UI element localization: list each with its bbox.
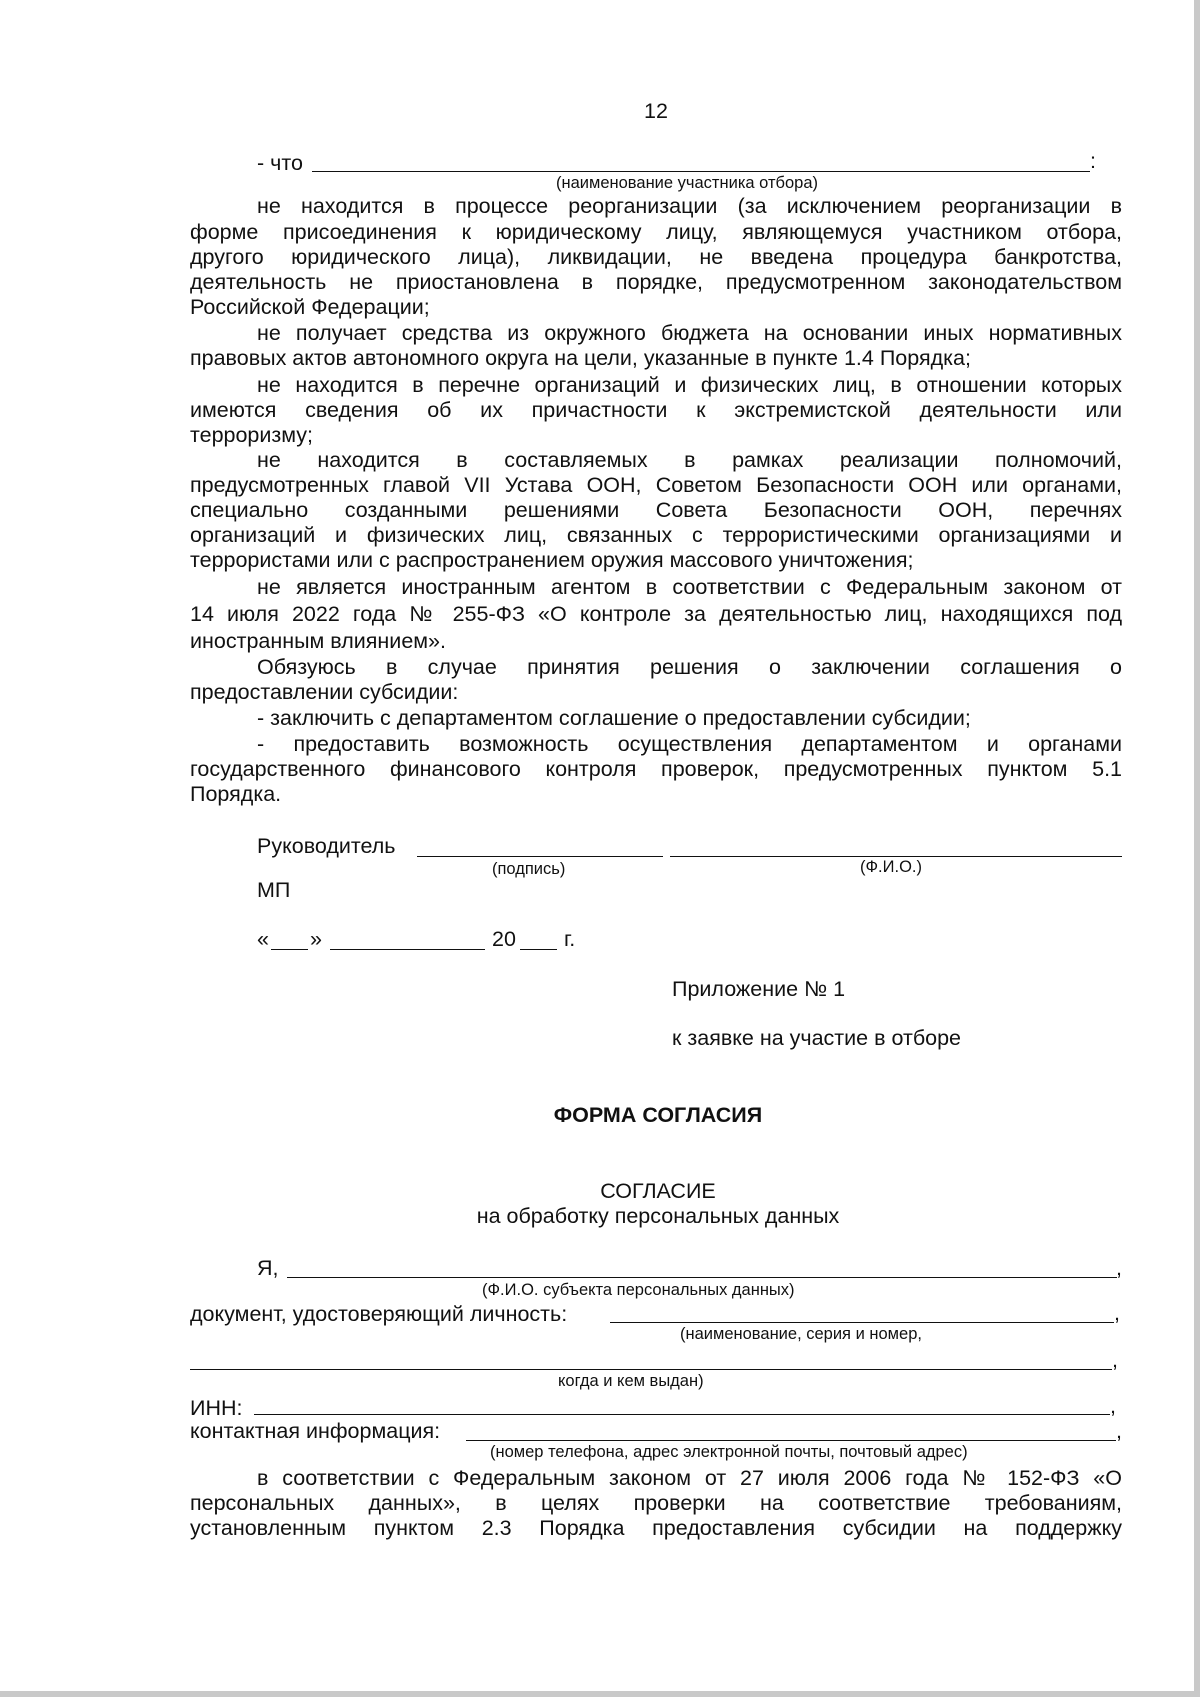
declaration-line: 14 июля 2022 года № 255-ФЗ «О контроле за деятельностью лиц, находящихся под	[190, 602, 1122, 626]
inn-line	[254, 1414, 1110, 1415]
declaration-line: террористами или с распространением оружия массового уничтожения;	[190, 548, 914, 572]
page-number: 12	[644, 99, 668, 123]
date-month-line	[330, 949, 485, 950]
declaration-line: организаций и физических лиц, связанных с террористическими организациями и	[190, 523, 1122, 547]
year-suffix: г.	[564, 927, 576, 951]
participant-line-colon: :	[1090, 149, 1096, 173]
consent-body-line: персональных данных», в целях проверки на соответствие требованиям,	[190, 1491, 1122, 1515]
date-close-quote: »	[310, 927, 322, 951]
id-document-caption: (наименование, серия и номер,	[680, 1325, 922, 1343]
declaration-line: - предоставить возможность осуществления департаментом и органами	[257, 732, 1122, 756]
inn-label: ИНН:	[190, 1396, 243, 1420]
declaration-line: Обязуюсь в случае принятия решения о заключении соглашения о	[257, 655, 1122, 679]
date-year-line	[520, 949, 557, 950]
id-document-line	[610, 1322, 1114, 1323]
declaration-line: Порядка.	[190, 782, 282, 806]
declaration-line: не находится в перечне организаций и физических лиц, в отношении которых	[257, 373, 1122, 397]
declaration-line: - заключить с департаментом соглашение о предоставлении субсидии;	[257, 706, 971, 730]
date-day-line	[271, 949, 308, 950]
participant-name-line	[312, 171, 1090, 172]
declaration-line: терроризму;	[190, 423, 314, 447]
participant-caption: (наименование участника отбора)	[556, 174, 819, 192]
id-issued-line	[190, 1369, 1112, 1370]
declaration-line: другого юридического лица), ликвидации, не введена процедура банкротства,	[190, 245, 1122, 269]
declaration-line: не является иностранным агентом в соответствии с Федеральным законом от	[257, 575, 1122, 599]
date-open-quote: «	[257, 927, 269, 951]
form-title: СОГЛАСИЕ	[600, 1179, 716, 1203]
consent-body-line: установленным пунктом 2.3 Порядка предоставления субсидии на поддержку	[190, 1516, 1122, 1540]
contact-line	[466, 1440, 1116, 1441]
year-prefix: 20	[492, 927, 516, 951]
contact-line-comma: ,	[1116, 1419, 1122, 1443]
id-document-label: документ, удостоверяющий личность:	[190, 1302, 568, 1326]
form-subtitle: на обработку персональных данных	[476, 1204, 840, 1228]
subject-label: Я,	[257, 1256, 279, 1280]
declaration-line: не находится в составляемых в рамках реализации полномочий,	[257, 448, 1122, 472]
declaration-line: не получает средства из окружного бюджета на основании иных нормативных	[257, 321, 1122, 345]
contact-caption: (номер телефона, адрес электронной почты, почтовый адрес)	[490, 1443, 968, 1461]
declaration-line: специально созданными решениями Совета Безопасности ООН, перечнях	[190, 498, 1122, 522]
appendix-title: Приложение № 1	[672, 977, 846, 1001]
head-name-caption: (Ф.И.О.)	[860, 858, 922, 876]
declaration-line: государственного финансового контроля проверок, предусмотренных пунктом 5.1	[190, 757, 1122, 781]
subject-name-line	[287, 1277, 1117, 1278]
declaration-line: предоставлении субсидии:	[190, 680, 459, 704]
declaration-line: иностранным влиянием».	[190, 629, 446, 653]
subject-name-caption: (Ф.И.О. субъекта персональных данных)	[482, 1281, 795, 1299]
scan-edge-bottom	[0, 1691, 1200, 1697]
declaration-line: форме присоединения к юридическому лицу, являющемуся участником отбора,	[190, 220, 1122, 244]
declaration-intro: - что	[257, 151, 303, 175]
appendix-subtitle: к заявке на участие в отборе	[672, 1026, 962, 1050]
head-label: Руководитель	[257, 834, 396, 858]
id-issued-comma: ,	[1112, 1348, 1118, 1372]
id-issued-caption: когда и кем выдан)	[558, 1372, 704, 1390]
declaration-line: имеются сведения об их причастности к экстремистской деятельности или	[190, 398, 1122, 422]
contact-label: контактная информация:	[190, 1419, 441, 1443]
subject-line-comma: ,	[1116, 1256, 1122, 1280]
signature-line	[417, 856, 663, 857]
form-heading: ФОРМА СОГЛАСИЯ	[553, 1103, 763, 1127]
declaration-line: деятельность не приостановлена в порядке, предусмотренном законодательством	[190, 270, 1122, 294]
signature-caption: (подпись)	[492, 860, 566, 878]
scan-edge-right	[1194, 0, 1200, 1697]
consent-body-line: в соответствии с Федеральным законом от 27 июля 2006 года № 152-ФЗ «О	[257, 1466, 1122, 1490]
declaration-line: правовых актов автономного округа на цели, указанные в пункте 1.4 Порядка;	[190, 346, 971, 370]
declaration-line: Российской Федерации;	[190, 295, 430, 319]
declaration-line: не находится в процессе реорганизации (за исключением реорганизации в	[257, 194, 1122, 218]
inn-line-comma: ,	[1110, 1394, 1116, 1418]
stamp-label: МП	[257, 878, 291, 902]
declaration-line: предусмотренных главой VII Устава ООН, Советом Безопасности ООН или органами,	[190, 473, 1122, 497]
head-name-line	[670, 856, 1122, 857]
id-line-comma: ,	[1114, 1301, 1120, 1325]
